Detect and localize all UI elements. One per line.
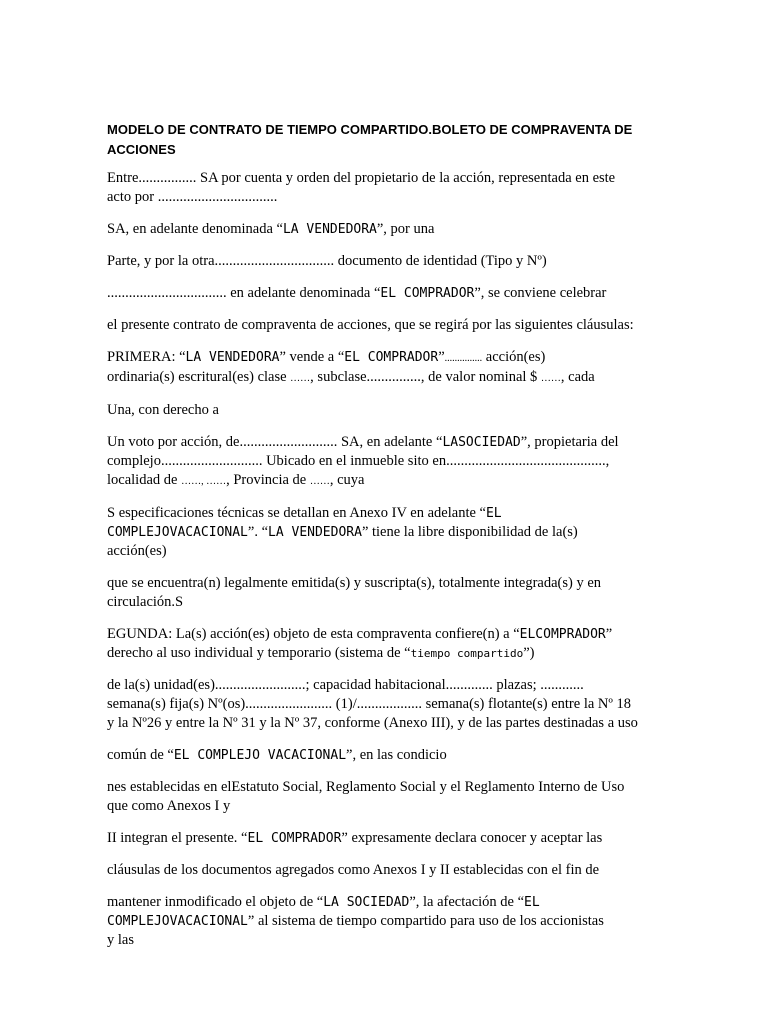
party-name: COMPLEJOVACACIONAL	[107, 525, 248, 540]
party-name: LA SOCIEDAD	[323, 895, 410, 910]
clause-primera	[107, 348, 659, 388]
party-name: EL COMPRADOR	[344, 350, 439, 365]
paragraph-line: Entre................ SA por cuenta y orden del propietario de la acción, representada en este	[107, 170, 616, 186]
paragraph-unidades	[107, 676, 659, 733]
clause-segunda	[107, 625, 659, 663]
paragraph-comun	[107, 746, 659, 765]
paragraph-line: complejo............................ Ubicado en el inmueble sito en............................................,	[107, 453, 610, 469]
paragraph-line	[107, 893, 659, 912]
paragraph-line	[107, 912, 659, 931]
text-segment: , Provincia de	[226, 472, 310, 488]
text-segment: mantener inmodificado el objeto de “	[107, 894, 324, 910]
text-segment: ”, se conviene celebrar	[474, 285, 607, 301]
text-segment: PRIMERA: “	[107, 349, 186, 365]
paragraph-line	[107, 433, 659, 452]
paragraph-line: que como Anexos I y	[107, 798, 231, 814]
party-name: LA VENDEDORA	[268, 525, 362, 540]
blank-field: ...............	[444, 353, 483, 364]
text-segment: ”. “	[247, 524, 269, 540]
paragraph-line: de la(s) unidad(es).........................; capacidad habitacional............. plazas; ............	[107, 677, 584, 693]
text-segment: ”)	[523, 645, 535, 661]
party-name: EL	[485, 506, 502, 521]
text-segment: ” vende a “	[279, 349, 345, 365]
party-name: LA VENDEDORA	[282, 222, 377, 237]
text-segment: ”, propietaria del	[520, 434, 619, 450]
text-segment: EGUNDA: La(s) acción(es) objeto de esta compraventa confiere(n) a “	[107, 626, 520, 642]
paragraph-emitidas	[107, 574, 659, 612]
text-segment: ”, por una	[376, 221, 435, 237]
paragraph-especificaciones	[107, 504, 659, 561]
text-segment: ”	[605, 626, 613, 642]
paragraph-vendedora	[107, 220, 659, 239]
text-segment: común de “	[107, 747, 174, 763]
paragraph-line	[107, 471, 659, 491]
paragraph-integran	[107, 829, 659, 848]
paragraph-line: que se encuentra(n) legalmente emitida(s) y suscripta(s), totalmente integrada(s) y en	[107, 575, 602, 591]
text-segment: ”, la afectación de “	[409, 894, 525, 910]
paragraph-line: nes establecidas en elEstatuto Social, Reglamento Social y el Reglamento Interno de Uso	[107, 779, 625, 795]
blank-field: ……	[309, 476, 330, 487]
text-segment: ................................. en adelante denominada “	[107, 285, 381, 301]
blank-field: ……, ……	[181, 476, 227, 487]
paragraph-line: y la Nº26 y entre la Nº 31 y la Nº 37, conforme (Anexo III), y de las partes destinadas a uso	[107, 715, 638, 731]
paragraph-line: acto por .................................	[107, 189, 278, 205]
paragraph-line	[107, 644, 659, 663]
text-segment: derecho al uso individual y temporario (sistema de “	[107, 645, 411, 661]
paragraph-presente: el presente contrato de compraventa de acciones, que se regirá por las siguientes cláusulas:	[107, 317, 634, 333]
paragraph-parte: Parte, y por la otra................................. documento de identidad (Tipo y Nº)	[107, 253, 547, 269]
text-segment: ordinaria(s) escritural(es) clase	[107, 369, 291, 385]
text-segment: ” al sistema de tiempo compartido para uso de los accionistas	[247, 913, 604, 929]
paragraph-estatuto	[107, 778, 659, 816]
paragraph-comprador	[107, 284, 659, 303]
paragraph-line	[107, 368, 659, 388]
document-page	[107, 120, 659, 963]
blank-field: ……	[290, 373, 311, 384]
paragraph-line	[107, 504, 659, 523]
paragraph-clausulas: cláusulas de los documentos agregados como Anexos I y II establecidas con el fin de	[107, 862, 600, 878]
paragraph-line: acción(es)	[107, 543, 167, 559]
paragraph-line: y las	[107, 932, 134, 948]
text-segment: ”	[438, 349, 445, 365]
text-segment: ” tiene la libre disponibilidad de la(s)	[361, 524, 578, 540]
party-name: COMPLEJOVACACIONAL	[107, 914, 248, 929]
text-segment: , cada	[560, 369, 595, 385]
paragraph-line: circulación.S	[107, 594, 184, 610]
system-name: tiempo compartido	[410, 647, 524, 660]
paragraph-una: Una, con derecho a	[107, 402, 219, 418]
text-segment: II integran el presente. “	[107, 830, 248, 846]
text-segment: S especificaciones técnicas se detallan en Anexo IV en adelante “	[107, 505, 486, 521]
party-name: EL COMPRADOR	[247, 831, 342, 846]
party-name: EL COMPLEJO VACACIONAL	[173, 748, 347, 763]
party-name: LA VENDEDORA	[185, 350, 280, 365]
text-segment: acción(es)	[482, 349, 546, 365]
paragraph-line	[107, 523, 659, 542]
text-segment: Un voto por acción, de........................... SA, en adelante “	[107, 434, 443, 450]
paragraph-line	[107, 625, 659, 644]
text-segment: SA, en adelante denominada “	[107, 221, 283, 237]
paragraph-entre	[107, 169, 659, 207]
text-segment: , cuya	[329, 472, 365, 488]
text-segment: ”, en las condicio	[346, 747, 447, 763]
paragraph-mantener	[107, 893, 659, 950]
blank-field: ……	[540, 373, 561, 384]
party-name: ELCOMPRADOR	[519, 627, 606, 642]
party-name: LASOCIEDAD	[442, 435, 521, 450]
document-title: MODELO DE CONTRATO DE TIEMPO COMPARTIDO.BOLETO DE COMPRAVENTA DE ACCIONES	[107, 122, 633, 157]
party-name: EL	[524, 895, 540, 910]
paragraph-line	[107, 348, 659, 368]
text-segment: ” expresamente declara conocer y aceptar las	[341, 830, 603, 846]
party-name: EL COMPRADOR	[380, 286, 475, 301]
paragraph-line: semana(s) fija(s) Nº(os)........................ (1)/.................. semana(s) flotante(s) entre la Nº 18	[107, 696, 632, 712]
text-segment: , subclase..............., de valor nominal $	[310, 369, 541, 385]
text-segment: localidad de	[107, 472, 182, 488]
paragraph-voto	[107, 433, 659, 491]
